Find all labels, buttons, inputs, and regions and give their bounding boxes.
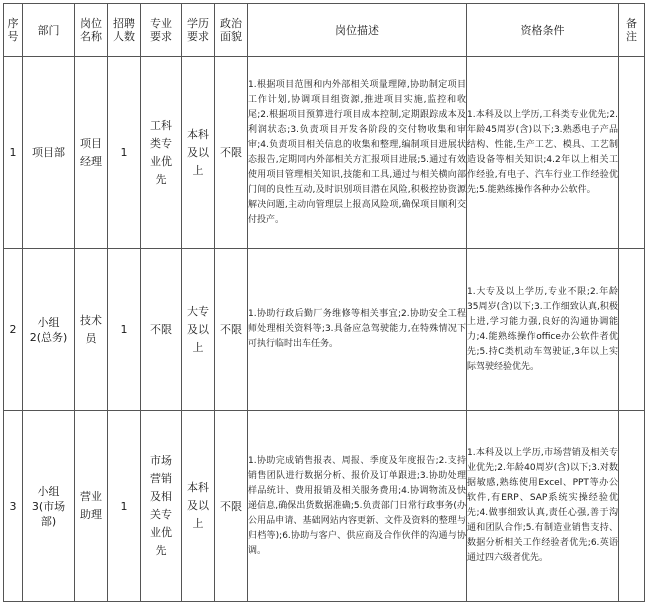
row-qualifications: 1.本科及以上学历,市场营销及相关专业优先;2.年龄40周岁(含)以下;3.对数据敏感,熟练使用Excel、PPT等办公软件,有ERP、SAP系统实操经验优先;4.做事细致认真,责任心强,善于沟通和团队合作;5.有制造业销售支持、数据分析相关工作经验者优先;6.英语通过四六级者优先。 [467, 411, 619, 602]
row-remarks [619, 411, 645, 602]
row-major: 市场营销及相关专业优先 [141, 411, 182, 602]
recruitment-table [3, 3, 645, 602]
header-qualifications: 资格条件 [467, 4, 619, 57]
row-dept: 小组3(市场部) [23, 411, 75, 602]
row-politics: 不限 [215, 411, 248, 602]
header-count: 招聘人数 [108, 4, 141, 57]
row-position: 营业助理 [75, 411, 108, 602]
row-position: 技术员 [75, 249, 108, 411]
row-politics: 不限 [215, 57, 248, 249]
header-dept: 部门 [23, 4, 75, 57]
row-education: 大专及以上 [182, 249, 215, 411]
row-seq: 3 [4, 411, 23, 602]
row-dept: 项目部 [23, 57, 75, 249]
header-education: 学历要求 [182, 4, 215, 57]
table-row [4, 249, 645, 411]
row-count: 1 [108, 57, 141, 249]
row-qualifications: 1.本科及以上学历,工科类专业优先;2.年龄45周岁(含)以下;3.熟悉电子产品结构、性能,生产工艺、模具、工艺制造设备等相关知识;4.2年以上相关工作经验,有电子、汽车行业工作经验优先;5.能熟练操作各种办公软件。 [467, 57, 619, 249]
row-major: 工科类专业优先 [141, 57, 182, 249]
row-major: 不限 [141, 249, 182, 411]
row-qualifications: 1.大专及以上学历,专业不限;2.年龄35周岁(含)以下;3.工作细致认真,积极上进,学习能力强,良好的沟通协调能力;4.能熟练操作office办公软件者优先;5.持C类机动车驾驶证,3年以上实际驾驶经验优先。 [467, 249, 619, 411]
row-description: 1.协助完成销售报表、周报、季度及年度报告;2.支持销售团队进行数据分析、报价及订单跟进;3.协助处理样品统计、费用报销及相关服务费用;4.协调物流及快递信息,确保出货数据准确;5.负责部门日常行政事务(办公用品申请、基础网站内容更新、文件及资料的整理与归档等);6.协助与客户、供应商及合作伙伴的沟通与协调。 [248, 411, 467, 602]
header-position: 岗位名称 [75, 4, 108, 57]
row-education: 本科及以上 [182, 57, 215, 249]
header-row [4, 4, 645, 57]
header-description: 岗位描述 [248, 4, 467, 57]
table-row [4, 411, 645, 602]
header-major: 专业要求 [141, 4, 182, 57]
row-politics: 不限 [215, 249, 248, 411]
row-count: 1 [108, 249, 141, 411]
row-count: 1 [108, 411, 141, 602]
row-description: 1.协助行政后勤厂务维修等相关事宜;2.协助安全工程师处理相关资料等;3.具备应急驾驶能力,在特殊情况下可执行临时出车任务。 [248, 249, 467, 411]
header-seq: 序号 [4, 4, 23, 57]
table-row [4, 57, 645, 249]
row-remarks [619, 57, 645, 249]
row-position: 项目经理 [75, 57, 108, 249]
header-politics: 政治面貌 [215, 4, 248, 57]
row-description: 1.根据项目范围和内外部相关项量理障,协助制定项目工作计划,协调项目组资源,推进项目实施,监控和收尾;2.根据项目预算进行项目成本控制,定期跟踪成本及利润状态;3.负责项目开发各阶段的交付物收集和审审;4.负责项目相关信息的收集和整理,编制项目进展状态报告,定期同内外部相关方汇报项目进展;5.通过有效使用项目管理相关知识,技能和工具,通过与相关横向部门间的良性互动,及时识别项目潜在风险,积极控协资源解决问题,主动向管理层上报高风险项,确保项目顺利交付投产。 [248, 57, 467, 249]
row-remarks [619, 249, 645, 411]
header-remarks: 备注 [619, 4, 645, 57]
row-seq: 2 [4, 249, 23, 411]
row-dept: 小组2(总务) [23, 249, 75, 411]
row-seq: 1 [4, 57, 23, 249]
row-education: 本科及以上 [182, 411, 215, 602]
